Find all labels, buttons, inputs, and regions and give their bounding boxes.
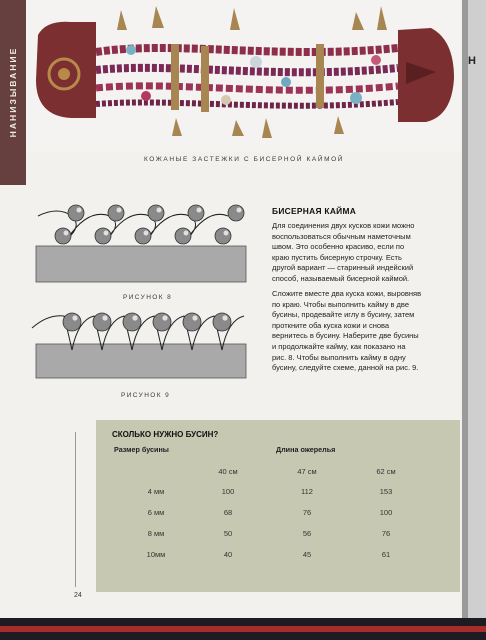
table-cell: 45 [302,550,312,559]
section-tab [0,0,26,185]
text-line: Сложите вместе два куска кожи, выровняв [272,289,422,298]
cover-stripe [0,626,486,632]
section-tab-label: НАНИЗЫВАНИЕ [8,46,18,138]
figure-8-diagram [28,198,253,290]
page-number: 24 [74,592,82,599]
table-cell: 50 [223,529,233,538]
length-header: 47 см [297,467,317,476]
bracelet-photo [26,0,462,152]
page-gutter-shadow [462,0,468,640]
text-line: Для соединения двух кусков кожи можно [272,221,415,230]
text-line: краю пустить бисерную строчку. Есть [272,252,402,262]
table-cell: 68 [223,508,233,517]
table-cell: 76 [302,508,312,517]
beads [63,313,231,331]
text-line: по краю. Чтобы выполнить кайму в две [272,299,409,309]
table-cell: 100 [379,508,393,517]
text-line: воспользоваться обычным наметочным [272,231,411,241]
table-cell: 112 [301,487,313,496]
table-row-size: 6 мм [147,508,165,517]
table-title: СКОЛЬКО НУЖНО БУСИН? [112,430,219,439]
article-paragraph-2 [272,289,452,374]
edge-letter: Н [468,55,476,67]
length-header: 40 см [218,467,238,476]
spacer-bar [171,44,179,110]
spacer-bar [201,46,209,112]
bracelet-illustration [26,0,462,152]
figure-9-diagram [28,302,253,390]
leather-strip [36,344,246,378]
text-line: другой вариант — старинный индейский [272,263,414,273]
clasp-medallion-center [58,68,70,80]
table-cell: 56 [302,529,312,538]
text-line: способ, называемый бисерной каймой. [272,273,410,283]
table-cell: 61 [381,550,391,559]
text-line: бусину, следуйте схеме, данной на рис. 9. [272,363,419,373]
book-cover-edge [0,618,486,640]
figure-9-label: РИСУНОК 9 [121,392,171,399]
photo-caption: КОЖАНЫЕ ЗАСТЕЖКИ С БИСЕРНОЙ КАЙМОЙ [143,156,345,163]
article-heading: БИСЕРНАЯ КАЙМА [272,206,357,216]
text-line: бусины, продевайте иглу в бусину, затем [272,310,415,320]
table-cell: 153 [379,487,393,496]
figure-8-label: РИСУНОК 8 [123,294,173,301]
table-cell: 100 [221,487,235,496]
table-row-size: 4 мм [147,487,165,496]
next-page-edge [462,0,486,640]
header-necklace-length: Длина ожерелья [276,445,336,454]
text-line: и продолжайте кайму, как показано на [272,341,406,351]
spacer-bar [316,44,324,108]
article-paragraph-1 [272,221,452,285]
beads [55,205,244,244]
text-line: проткните оба куска кожи и снова [272,320,390,330]
table-row-size: 8 мм [147,529,165,538]
table-cell: 40 [223,550,233,559]
header-bead-size: Размер бусины [114,445,169,454]
length-header: 62 см [376,467,396,476]
bead-count-table [96,420,460,592]
leather-strip [36,246,246,282]
table-row-size: 10мм [146,550,166,559]
text-line: рис. 8. Чтобы выполнить кайму в одну [272,352,406,362]
text-line: швом. Это особенно красиво, если по [272,242,405,252]
table-cell: 76 [381,529,391,538]
margin-rule [75,432,76,587]
text-line: вернитесь в бусину. Наберите две бусины [272,331,419,341]
